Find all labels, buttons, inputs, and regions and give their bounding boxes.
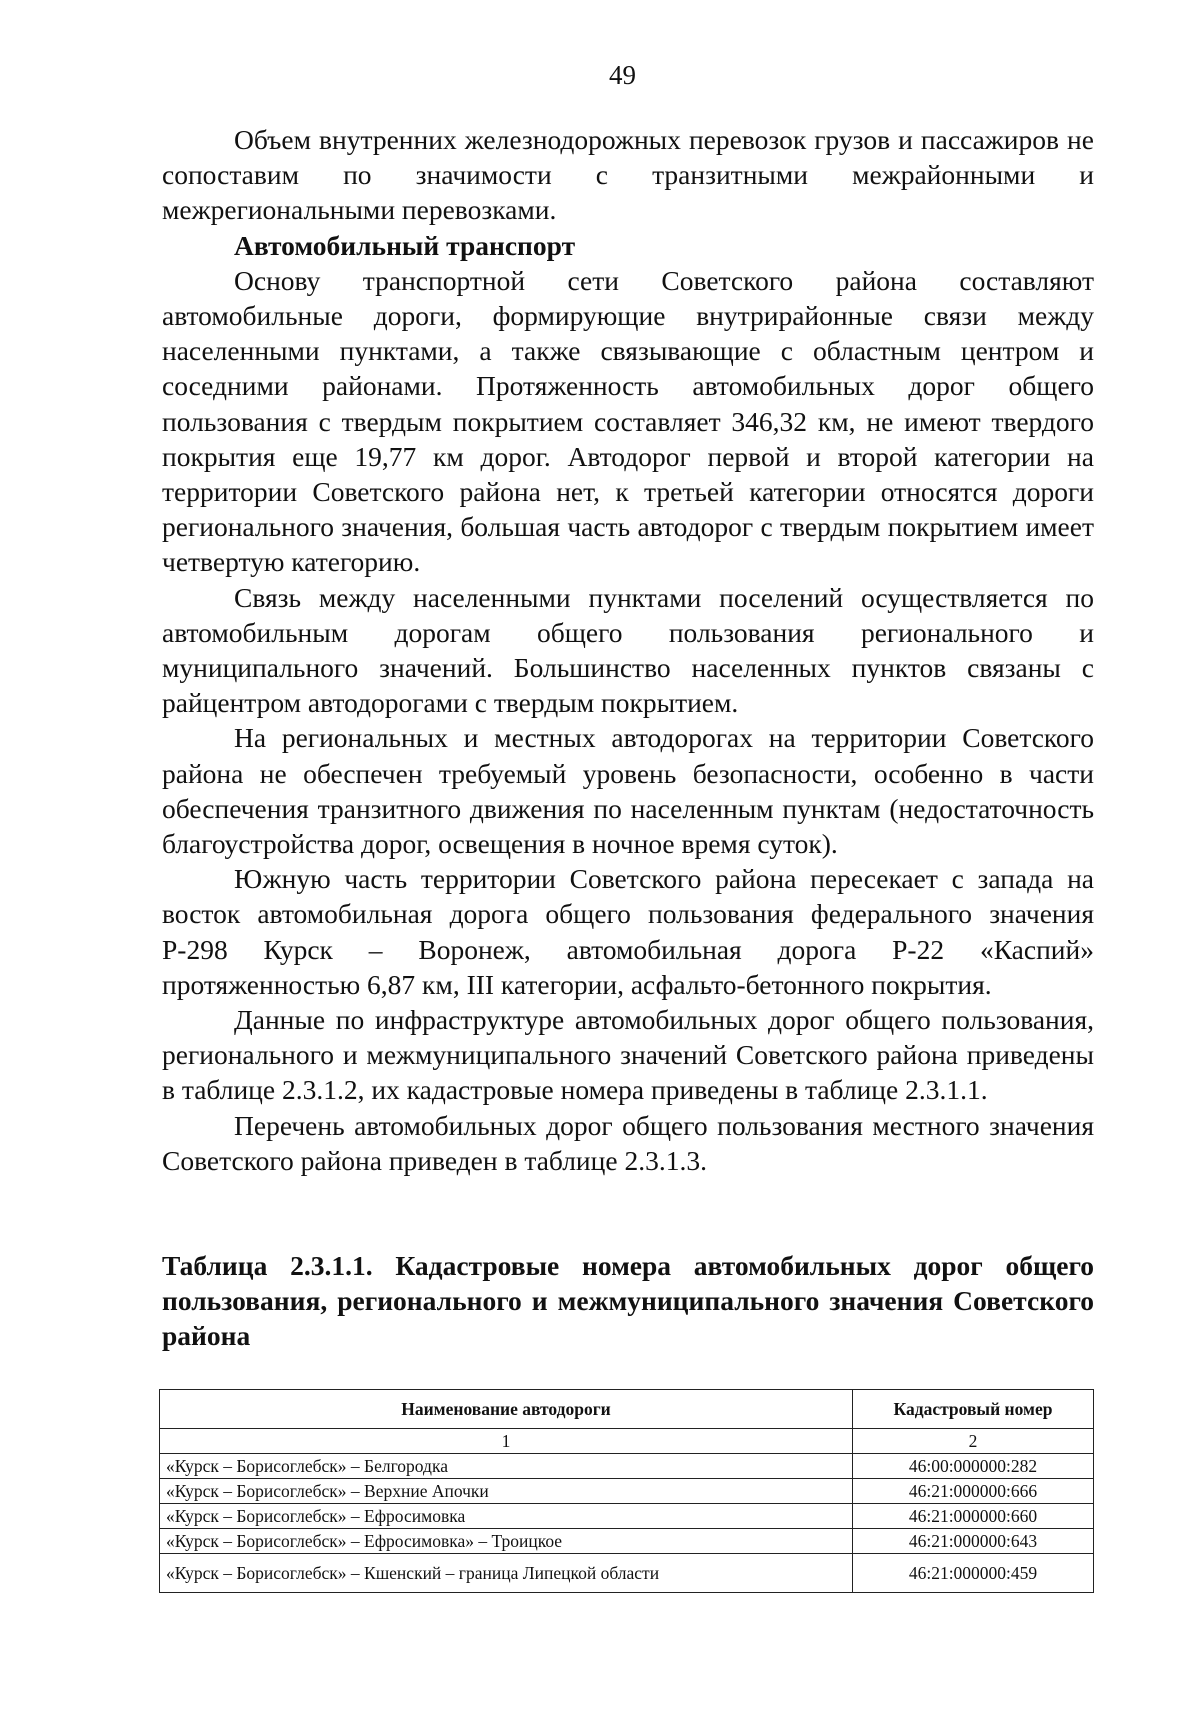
table-row [160, 1529, 1094, 1554]
paragraph: Перечень автомобильных дорог общего пользования местного значения Советского района приведен в таблице 2.3.1.3. [162, 1109, 1094, 1176]
paragraph: Основу транспортной сети Советского района составляют автомобильные дороги, формирующие внутрирайонные связи между населенными пунктами, а также связывающие с областным центром и соседними районами. Протяженность автомобильных дорог общего пользования с твердым покрытием составляет 346,32 км, не имеют твердого покрытия еще 19,77 км дорог. Автодорог первой и второй категории на территории Советского района нет, к третьей категории относятся дороги регионального значения, большая часть автодорог с твердым покрытием имеет четвертую категорию. [162, 264, 1094, 578]
road-name-cell: «Курск – Борисоглебск» – Ефросимовка» – Троицкое [160, 1529, 853, 1554]
road-name-cell: «Курск – Борисоглебск» – Верхние Апочки [160, 1479, 853, 1504]
table-header-row [160, 1390, 1094, 1429]
road-name-cell: «Курск – Борисоглебск» – Кшенский – граница Липецкой области [160, 1554, 853, 1593]
cadastral-number-cell: 46:21:000000:459 [853, 1554, 1094, 1593]
cadastral-number-cell: 46:21:000000:643 [853, 1529, 1094, 1554]
column-number: 2 [853, 1429, 1094, 1454]
section-heading: Автомобильный транспорт [234, 229, 576, 261]
body-text [162, 122, 1094, 1178]
table-row [160, 1554, 1094, 1593]
column-number-row [160, 1429, 1094, 1454]
cadastral-number-cell: 46:00:000000:282 [853, 1454, 1094, 1479]
cadastral-number-cell: 46:21:000000:660 [853, 1504, 1094, 1529]
table-caption: Таблица 2.3.1.1. Кадастровые номера автомобильных дорог общего пользования, регионального и межмуниципального значения Советского района [162, 1250, 1094, 1351]
paragraph: Объем внутренних железнодорожных перевозок грузов и пассажиров не сопоставим по значимости с транзитными межрайонными и межрегиональными перевозками. [162, 124, 1094, 226]
paragraph: Южную часть территории Советского района пересекает с запада на восток автомобильная дорога общего пользования федерального значения Р-298 Курск – Воронеж, автомобильная дорога Р-22 «Каспий» протяженностью 6,87 км, III категории, асфальто-бетонного покрытия. [162, 863, 1094, 1000]
column-number: 1 [160, 1429, 853, 1454]
paragraph: Связь между населенными пунктами поселений осуществляется по автомобильным дорогам общего пользования регионального и муниципального значений. Большинство населенных пунктов связаны с райцентром автодорогами с твердым покрытием. [162, 581, 1094, 719]
paragraph: Данные по инфраструктуре автомобильных дорог общего пользования, регионального и межмуниципального значений Советского района приведены в таблице 2.3.1.2, их кадастровые номера приведены в таблице 2.3.1.1. [162, 1004, 1094, 1106]
table-row [160, 1504, 1094, 1529]
cadastral-table [159, 1389, 1094, 1593]
road-name-cell: «Курск – Борисоглебск» – Белгородка [160, 1454, 853, 1479]
table-row [160, 1454, 1094, 1479]
paragraph: На региональных и местных автодорогах на территории Советского района не обеспечен требуемый уровень безопасности, особенно в части обеспечения транзитного движения по населенным пунктам (недостаточность благоустройства дорог, освещения в ночное время суток). [162, 722, 1094, 860]
header-cadastral-number: Кадастровый номер [853, 1390, 1094, 1429]
header-road-name: Наименование автодороги [160, 1390, 853, 1429]
cadastral-number-cell: 46:21:000000:666 [853, 1479, 1094, 1504]
table-row [160, 1479, 1094, 1504]
page-number: 49 [609, 60, 636, 90]
road-name-cell: «Курск – Борисоглебск» – Ефросимовка [160, 1504, 853, 1529]
